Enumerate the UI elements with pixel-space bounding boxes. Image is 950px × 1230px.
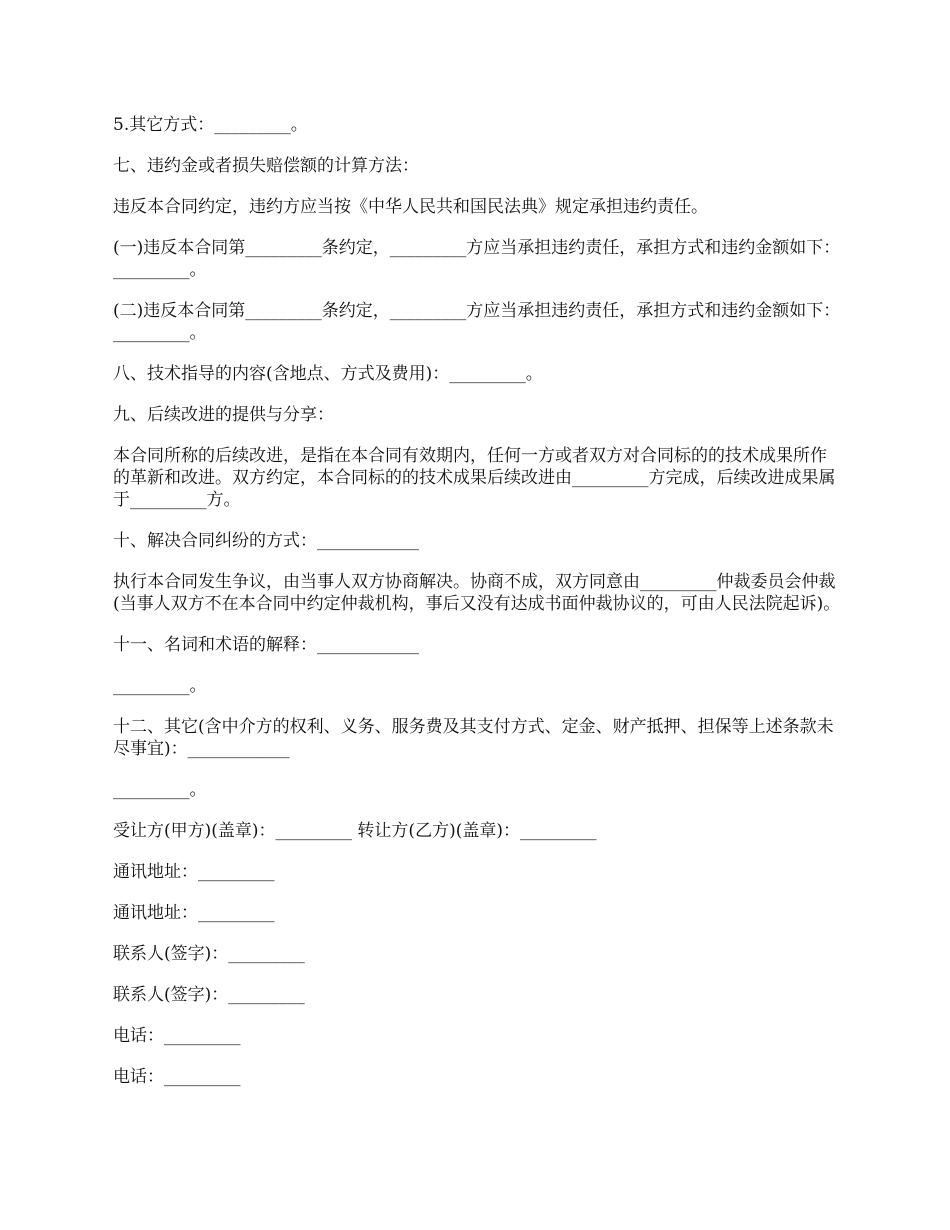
section-7-item-2: (二)违反本合同第_________条约定，_________方应当承担违约责任，承担方式和违约金额如下：_________。 [113, 301, 841, 343]
section-11-blank: _________。 [113, 676, 207, 696]
section-10-body: 执行本合同发生争议，由当事人双方协商解决。协商不成，双方同意由_________仲裁委员会仲裁(当事人双方不在本合同中约定仲裁机构，事后又没有达成书面仲裁协议的，可由人民法院起诉)。 [113, 572, 841, 614]
section-9-heading: 九、后续改进的提供与分享： [113, 405, 334, 425]
section-9-body: 本合同所称的后续改进，是指在本合同有效期内，任何一方或者双方对合同标的的技术成果所作的革新和改进。双方约定，本合同标的的技术成果后续改进由_________方完成，后续改进成果属于_________方。 [113, 446, 836, 510]
contact-line-2: 联系人(签字)：_________ [113, 985, 305, 1005]
address-line-1: 通讯地址：_________ [113, 862, 275, 882]
contract-page [113, 114, 843, 1107]
contact-line-1: 联系人(签字)：_________ [113, 944, 305, 964]
section-10-heading: 十、解决合同纠纷的方式：____________ [113, 531, 419, 551]
address-line-2: 通讯地址：_________ [113, 903, 275, 923]
other-method-line: 5.其它方式：_________。 [113, 115, 308, 135]
section-8-line: 八、技术指导的内容(含地点、方式及费用)：_________。 [113, 364, 543, 384]
section-11-heading: 十一、名词和术语的解释：____________ [113, 635, 419, 655]
phone-line-1: 电话：_________ [113, 1026, 241, 1046]
section-7-heading: 七、违约金或者损失赔偿额的计算方法： [113, 156, 419, 176]
section-7-item-1: (一)违反本合同第_________条约定，_________方应当承担违约责任，承担方式和违约金额如下：_________。 [113, 238, 841, 280]
signature-parties-line: 受让方(甲方)(盖章)：_________ 转让方(乙方)(盖章)：_________ [113, 821, 597, 841]
section-7-intro: 违反本合同约定，违约方应当按《中华人民共和国民法典》规定承担违约责任。 [113, 197, 708, 217]
section-12-blank: _________。 [113, 780, 207, 800]
phone-line-2: 电话：_________ [113, 1067, 241, 1087]
section-12-heading: 十二、其它(含中介方的权利、义务、服务费及其支付方式、定金、财产抵押、担保等上述条款未尽事宜)：____________ [113, 717, 834, 759]
